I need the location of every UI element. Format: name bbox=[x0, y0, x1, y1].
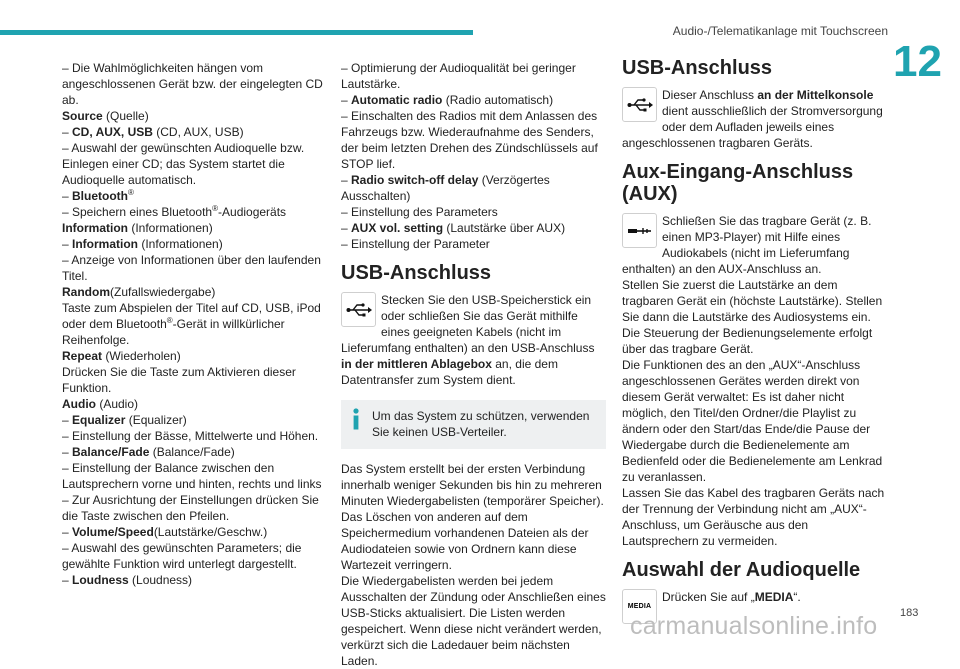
header-accent-bar bbox=[0, 30, 473, 35]
usb-instruction bbox=[341, 292, 606, 388]
paragraph: Audio (Audio) bbox=[62, 397, 139, 411]
paragraph: Das System erstellt bei der ersten Verbindung innerhalb weniger Sekunden bis hin zu mehreren Minuten Wiedergabelisten (temporärer Speicher). bbox=[341, 462, 604, 508]
paragraph: Das Löschen von anderen auf dem Speichermedium vorhandenen Dateien als der Audiodateien sowie von Ordnern kann diese Wartezeit verringern. bbox=[341, 510, 589, 572]
paragraph: Stellen Sie zuerst die Lautstärke an dem tragbaren Gerät ein (höchste Lautstärke). Stellen Sie dann die Lautstärke des Audiosystems ein. bbox=[622, 278, 883, 324]
column-1 bbox=[62, 60, 326, 588]
info-icon bbox=[351, 408, 363, 434]
aux-jack-icon bbox=[622, 213, 657, 248]
paragraph: Taste zum Abspielen der Titel auf CD, USB, iPod oder dem Bluetooth®-Gerät in willkürlicher Reihenfolge. bbox=[62, 301, 321, 347]
paragraph: Die Steuerung der Bedienungselemente erfolgt über das tragbare Gerät. bbox=[622, 326, 873, 356]
paragraph: Die Funktionen des an den „AUX“-Anschluss angeschlossenen Gerätes werden direkt von diesem Gerät verwaltet: Es ist daher nicht möglich, den Titel/den Ordner/die Playlist zu ändern oder den Start/das Ende/die Pause der Wiedergabe durch die Bedienelemente am Bedienfeld oder die Bedienelemente am Lenkrad zu veranlassen. bbox=[622, 358, 883, 484]
section-heading: USB-Anschluss bbox=[341, 262, 492, 284]
paragraph: – Auswahl des gewünschten Parameters; die gewählte Funktion wird unterlegt dargestellt. bbox=[62, 541, 302, 571]
paragraph: – Die Wahlmöglichkeiten hängen vom angeschlossenen Gerät bzw. der eingelegten CD ab. bbox=[62, 61, 323, 107]
paragraph: – Anzeige von Informationen über den laufenden Titel. bbox=[62, 253, 321, 283]
paragraph: – Automatic radio (Radio automatisch) bbox=[341, 93, 554, 107]
page-number: 183 bbox=[900, 607, 919, 619]
paragraph: Drücken Sie die Taste zum Aktivieren dieser Funktion. bbox=[62, 365, 296, 395]
paragraph: Stecken Sie den USB-Speicherstick ein oder schließen Sie das Gerät mithilfe eines geeigneten Kabels (nicht im Lieferumfang enthalten) an den USB-Anschluss in der mittleren Ablagebox an, die dem Datentransfer zum System dient. bbox=[341, 293, 595, 387]
paragraph: – Zur Ausrichtung der Einstellungen drücken Sie die Taste zwischen den Pfeilen. bbox=[62, 493, 319, 523]
usb-icon bbox=[622, 87, 657, 122]
paragraph: – Information (Informationen) bbox=[62, 237, 223, 251]
paragraph: – CD, AUX, USB (CD, AUX, USB) bbox=[62, 125, 244, 139]
paragraph: – Auswahl der gewünschten Audioquelle bzw. Einlegen einer CD; das System startet die Audioquelle automatisch. bbox=[62, 141, 305, 187]
paragraph: Repeat (Wiederholen) bbox=[62, 349, 181, 363]
paragraph: – Einschalten des Radios mit dem Anlassen des Fahrzeugs bzw. Wiederaufnahme des Senders, der beim letzten Drehen des Zündschlüssels auf STOP lief. bbox=[341, 109, 598, 171]
info-note-text: Um das System zu schützen, verwenden Sie keinen USB-Verteiler. bbox=[372, 409, 590, 439]
paragraph: – Equalizer (Equalizer) bbox=[62, 413, 187, 427]
chapter-number: 12 bbox=[893, 37, 942, 86]
paragraph: – Einstellung der Parameter bbox=[341, 237, 490, 251]
paragraph: Information (Informationen) bbox=[62, 221, 213, 235]
usb-icon bbox=[341, 292, 376, 327]
info-note bbox=[341, 400, 606, 449]
paragraph: Random(Zufallswiedergabe) bbox=[62, 285, 216, 299]
paragraph: – Volume/Speed(Lautstärke/Geschw.) bbox=[62, 525, 268, 539]
media-button-label: MEDIA bbox=[627, 602, 652, 610]
column-2 bbox=[341, 60, 606, 669]
section-heading: USB-Anschluss bbox=[622, 57, 773, 79]
paragraph: – Balance/Fade (Balance/Fade) bbox=[62, 445, 235, 459]
section-heading: Auswahl der Audioquelle bbox=[622, 559, 861, 581]
paragraph: – Einstellung der Bässe, Mittelwerte und Höhen. bbox=[62, 429, 319, 443]
paragraph: – Loudness (Loudness) bbox=[62, 573, 193, 587]
watermark: carmanualsonline.info bbox=[630, 612, 878, 640]
paragraph: Dieser Anschluss an der Mittelkonsole dient ausschließlich der Stromversorgung oder dem Aufladen jeweils eines angeschlossenen tragbaren Geräts. bbox=[622, 88, 883, 150]
usb-charging-instruction bbox=[622, 87, 888, 151]
paragraph: Drücken Sie auf „MEDIA“. bbox=[662, 590, 801, 604]
paragraph: Schließen Sie das tragbare Gerät (z. B. einen MP3-Player) mit Hilfe eines Audiokabels (nicht im Lieferumfang enthalten) an den AUX-Anschluss an. bbox=[622, 214, 872, 276]
paragraph: – Bluetooth® bbox=[62, 188, 134, 203]
section-heading: Aux-Eingang-Anschluss (AUX) bbox=[622, 161, 854, 205]
paragraph: – Einstellung der Balance zwischen den Lautsprechern vorne und hinten, rechts und links bbox=[62, 461, 322, 491]
running-header: Audio-/Telematikanlage mit Touchscreen bbox=[672, 24, 888, 38]
paragraph: – Optimierung der Audioqualität bei geringer Lautstärke. bbox=[341, 61, 576, 91]
paragraph: – AUX vol. setting (Lautstärke über AUX) bbox=[341, 221, 566, 235]
paragraph: Die Wiedergabelisten werden bei jedem Ausschalten der Zündung oder Anschließen eines USB-Sticks aktualisiert. Die Listen werden gespeichert. Wenn diese nicht verändert werden, verkürzt sich die Ladedauer beim nächsten Laden. bbox=[341, 574, 606, 668]
column-3 bbox=[622, 57, 888, 626]
aux-instruction bbox=[622, 213, 888, 277]
paragraph: Lassen Sie das Kabel des tragbaren Geräts nach der Trennung der Verbindung nicht am „AUX“-Anschluss, um Geräusche aus den Lautsprechern zu vermeiden. bbox=[622, 486, 885, 548]
paragraph: – Speichern eines Bluetooth®-Audiogeräts bbox=[62, 204, 287, 219]
paragraph: – Radio switch-off delay (Verzögertes Ausschalten) bbox=[341, 173, 550, 203]
paragraph: Source (Quelle) bbox=[62, 109, 149, 123]
paragraph: – Einstellung des Parameters bbox=[341, 205, 498, 219]
